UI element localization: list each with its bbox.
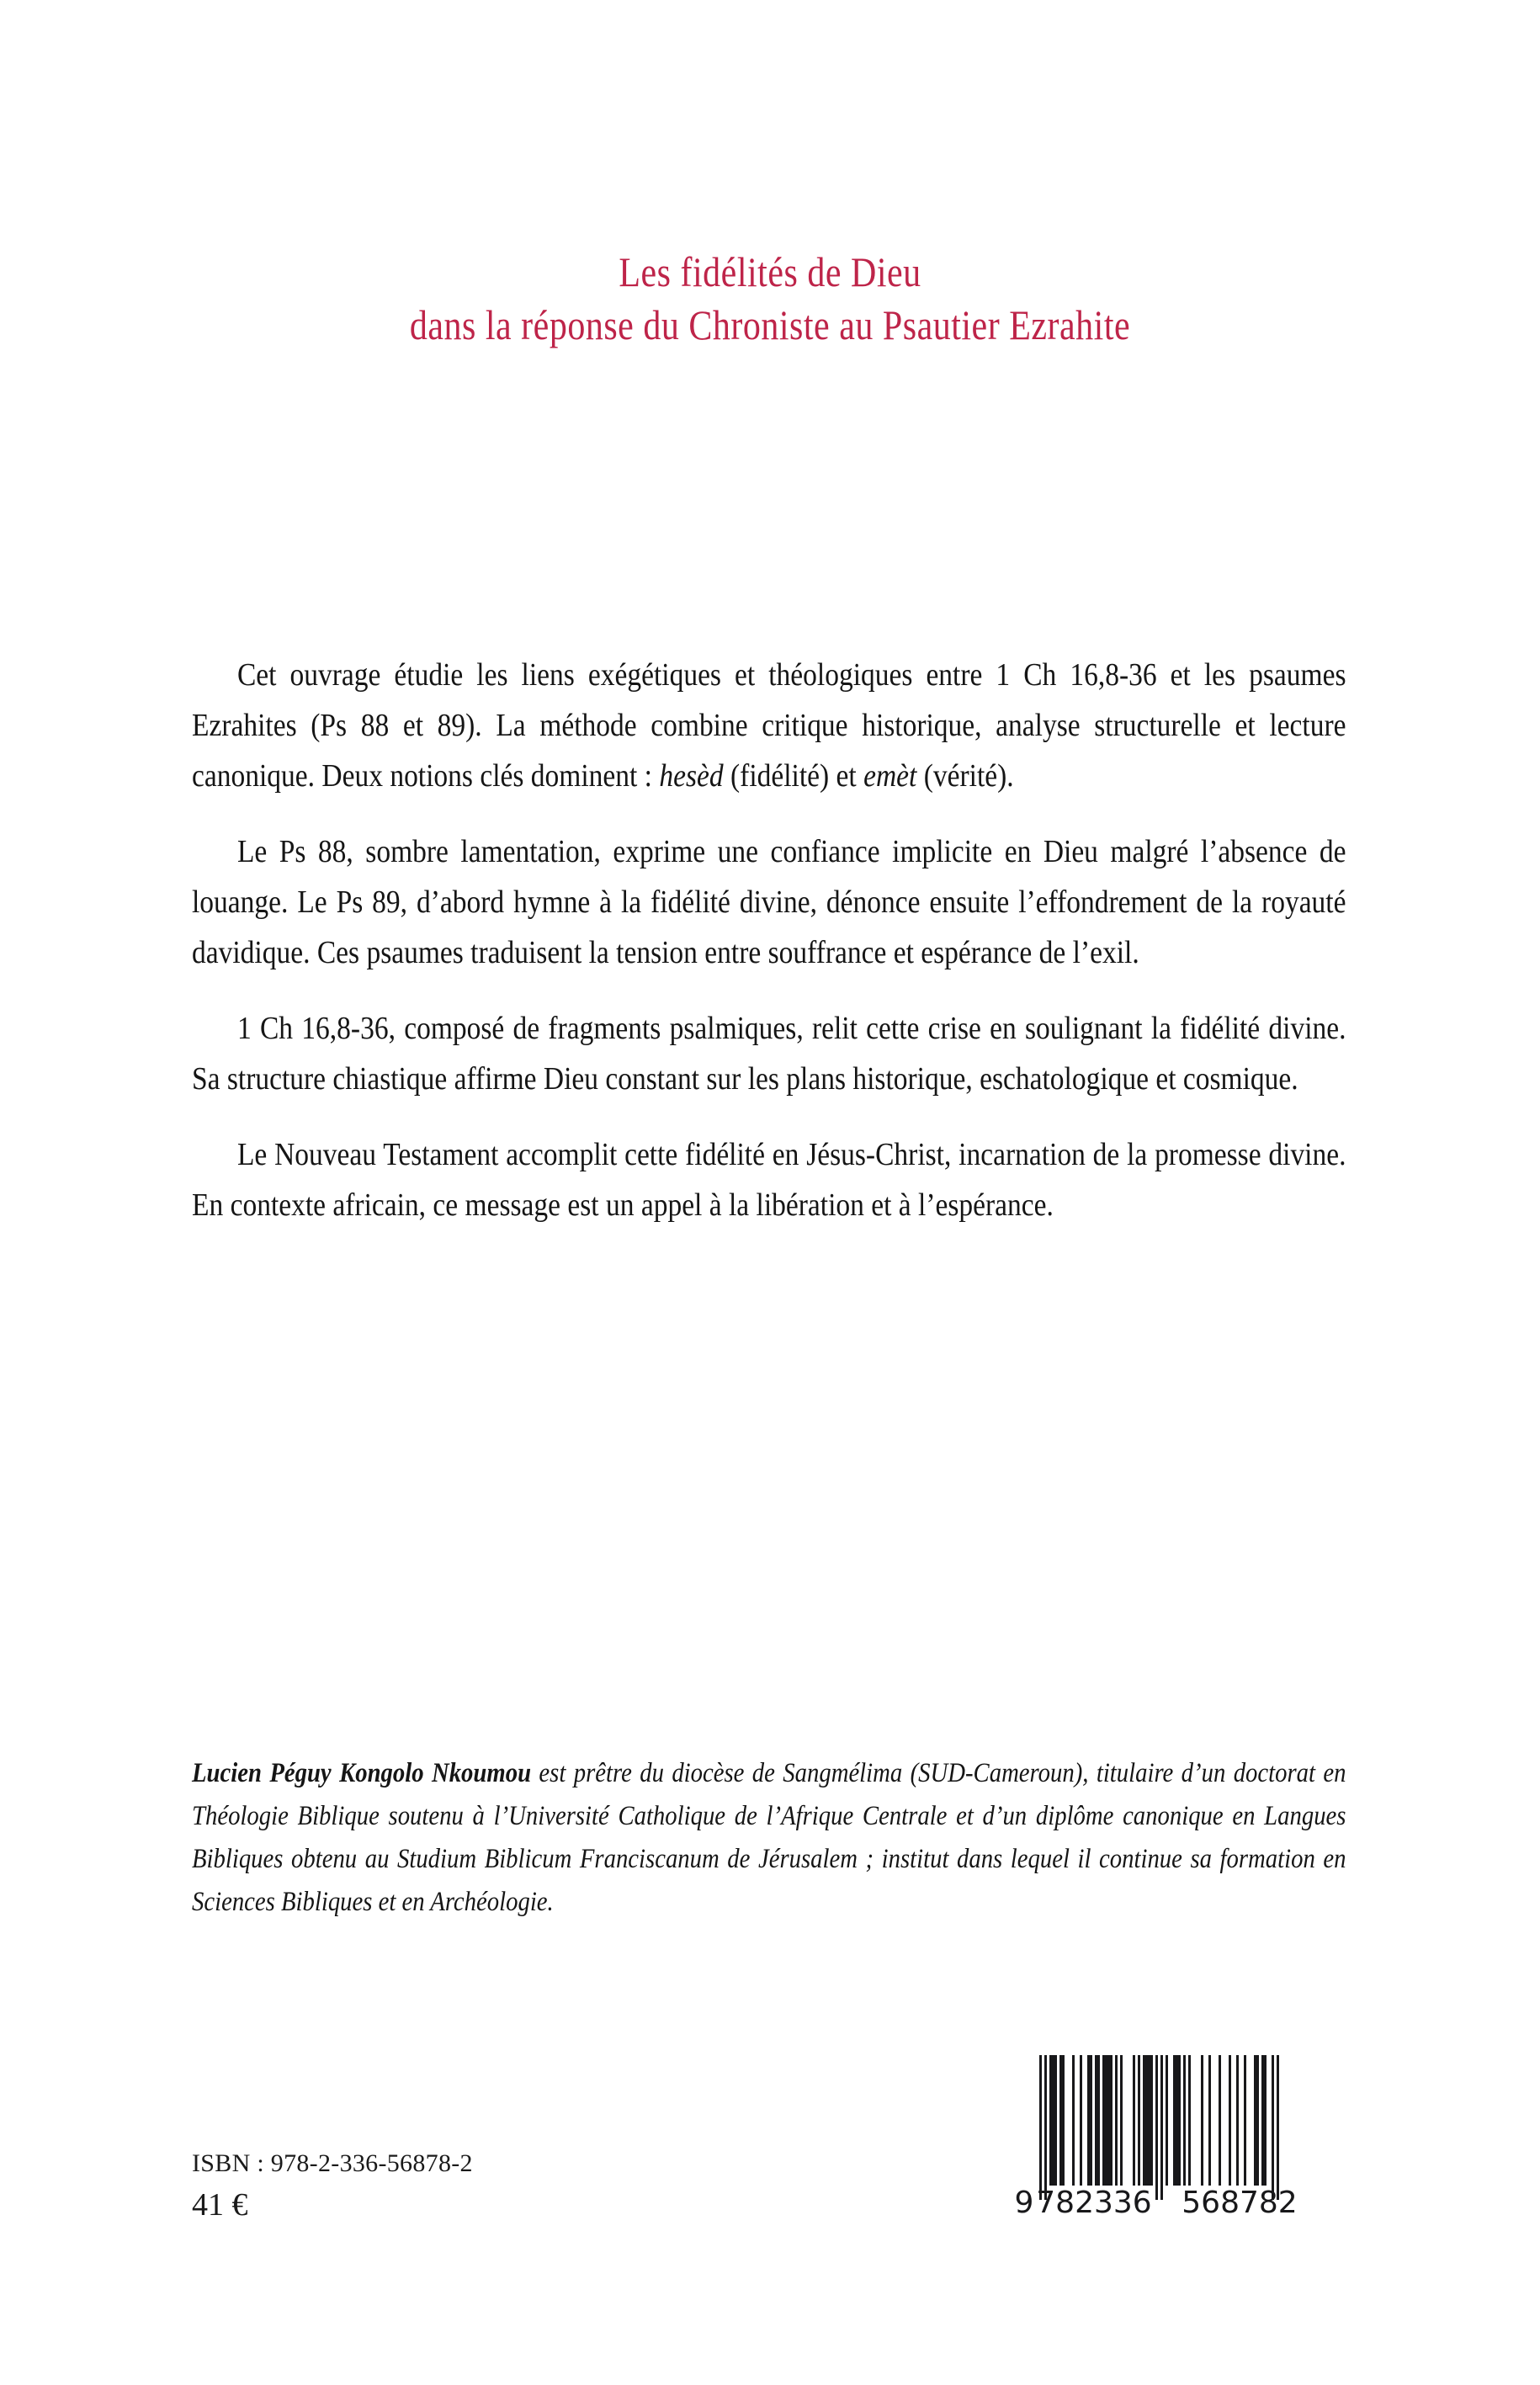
blurb-paragraph — [192, 650, 1346, 801]
price-text: 41 € — [192, 2187, 248, 2223]
author-bio-text — [192, 1752, 1346, 1924]
title-line-1: Les fidélités de Dieu — [619, 248, 921, 295]
text-run: (fidélité) et — [723, 758, 864, 794]
barcode-right-group: 568782 — [1182, 2186, 1298, 2218]
isbn-price-block — [192, 2144, 473, 2227]
blurb-paragraph — [192, 1003, 1346, 1104]
text-run: (vérité). — [916, 758, 1014, 794]
barcode-left-group: 782336 — [1036, 2186, 1152, 2218]
text-run: Le Ps 88, sombre lamentation, exprime une confiance implicite en Dieu malgré l’absence de louange. Le Ps 89, d’abord hymne à la fidélité divine, dénonce ensuite l’effondrement de la royauté davidique. Ces psaumes traduisent la tension entre souffrance et espérance de l’exil. — [192, 834, 1346, 970]
blurb — [192, 650, 1346, 1230]
book-title — [0, 246, 1540, 352]
author-name: Lucien Péguy Kongolo Nkoumou — [192, 1758, 532, 1788]
author-bio-body: est prêtre du diocèse de Sangmélima (SUD-Cameroun), titulaire d’un doctorat en Théologie Biblique soutenu à l’Université Catholique de l’Afrique Centrale et d’un diplôme canonique en Langues Bibliques obtenu au Studium Biblicum Franciscanum de Jérusalem ; institut dans lequel il continue sa formation en Sciences Bibliques et en Archéologie. — [192, 1758, 1346, 1917]
barcode-lead-digit: 9 — [1014, 2186, 1034, 2218]
barcode-svg — [1006, 2051, 1346, 2218]
emphasised-term: emèt — [863, 758, 917, 794]
title-line-2: dans la réponse du Chroniste au Psautier Ezrahite — [409, 301, 1131, 348]
blurb-paragraph — [192, 826, 1346, 978]
blurb-paragraph — [192, 1129, 1346, 1230]
text-run: 1 Ch 16,8-36, composé de fragments psalmiques, relit cette crise en soulignant la fidélité divine. Sa structure chiastique affirme Dieu constant sur les plans historique, eschatologique et cosmique. — [192, 1011, 1346, 1097]
text-run: Le Nouveau Testament accomplit cette fidélité en Jésus-Christ, incarnation de la promesse divine. En contexte africain, ce message est un appel à la libération et à l’espérance. — [192, 1137, 1346, 1223]
text-run: Cet ouvrage étudie les liens exégétiques et théologiques entre 1 Ch 16,8-36 et les psaumes Ezrahites (Ps 88 et 89). La méthode combine critique historique, analyse structurelle et lecture canonique. Deux notions clés dominent : — [192, 657, 1346, 794]
isbn-text: ISBN : 978-2-336-56878-2 — [192, 2149, 473, 2177]
ean13-barcode — [1006, 2051, 1346, 2218]
author-bio — [192, 1752, 1346, 1924]
emphasised-term: hesèd — [659, 758, 724, 794]
